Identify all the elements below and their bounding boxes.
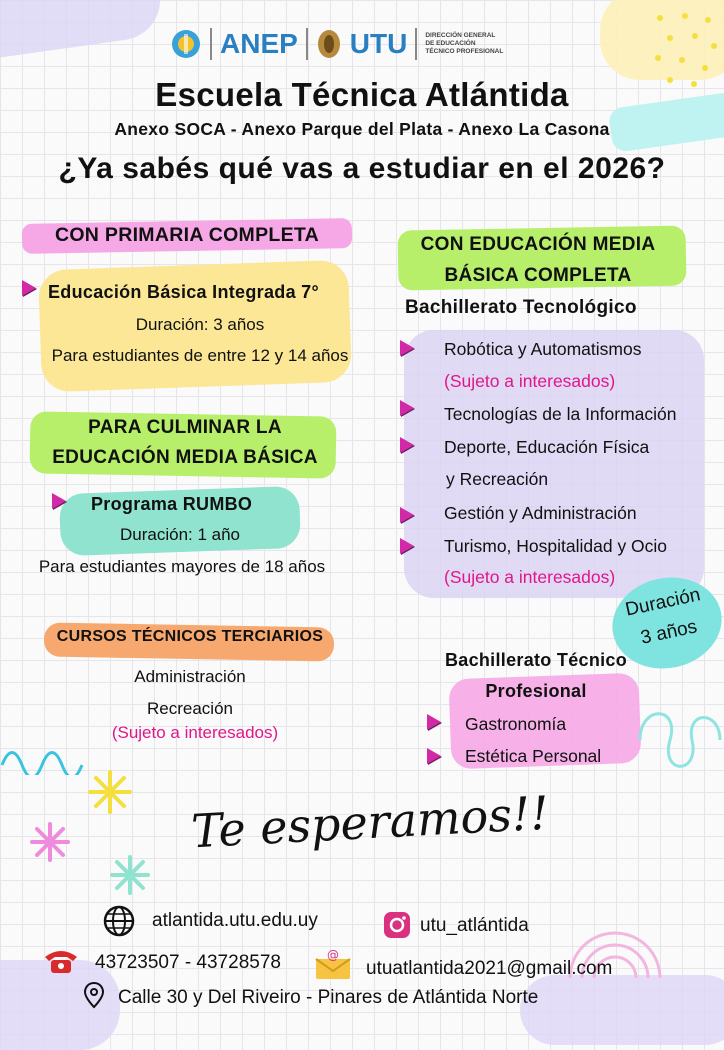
website-link[interactable]: atlantida.utu.edu.uy (152, 910, 318, 931)
culminar-heading-line2: EDUCACIÓN MEDIA BÁSICA (52, 447, 318, 468)
bachillerato-item: Tecnologías de la Información (444, 404, 677, 424)
uruguay-seal-icon (170, 28, 202, 60)
bachillerato-item: Gestión y Administración (444, 503, 637, 523)
ebi-arrow-icon (22, 280, 36, 296)
closing-message: Te esperamos!! (189, 785, 551, 859)
terciarios-item: Administración (134, 667, 246, 686)
ebi-audience: Para estudiantes de entre 12 y 14 años (51, 346, 349, 365)
bottom-right-lavender-blob (520, 975, 724, 1045)
profesional-item: Gastronomía (465, 714, 567, 734)
ebi-title: Educación Básica Integrada 7° (48, 282, 319, 302)
rumbo-audience: Para estudiantes mayores de 18 años (38, 557, 326, 576)
bachillerato-tecnico-profesional-line1: Bachillerato Técnico (444, 650, 628, 670)
teal-sparkle-icon (110, 855, 150, 895)
direccion-line: DE EDUCACIÓN (425, 40, 476, 47)
logo-divider (415, 28, 417, 60)
utu-emblem-icon (316, 28, 342, 60)
address: Calle 30 y Del Riveiro - Pinares de Atlántida Norte (118, 987, 539, 1008)
terciarios-note: (Sujeto a interesados) (111, 723, 279, 742)
yellow-sparkle-icon (88, 770, 132, 814)
item-arrow-icon (400, 507, 414, 523)
item-arrow-icon (400, 437, 414, 453)
terciarios-item: Recreación (147, 699, 233, 718)
bachillerato-item-note: (Sujeto a interesados) (444, 567, 616, 587)
bachillerato-item: Robótica y Automatismos (444, 339, 642, 359)
item-arrow-icon (400, 340, 414, 356)
header-logo-bar (170, 22, 540, 66)
instagram-icon (382, 910, 412, 940)
item-arrow-icon (400, 400, 414, 416)
bachillerato-item-note: (Sujeto a interesados) (444, 371, 616, 391)
question-heading: ¿Ya sabés qué vas a estudiar en el 2026? (58, 152, 666, 185)
rumbo-arrow-icon (52, 493, 66, 509)
utu-logo-text: UTU (349, 28, 408, 59)
logo-divider (306, 28, 308, 60)
top-left-lavender-blob (0, 0, 165, 65)
rumbo-duration: Duración: 1 año (119, 525, 241, 544)
pink-sparkle-icon (30, 822, 70, 862)
phone-numbers: 43723507 - 43728578 (95, 952, 281, 973)
direccion-general-text (425, 32, 503, 56)
item-arrow-icon (427, 748, 441, 764)
media-heading-line1: CON EDUCACIÓN MEDIA (420, 234, 656, 255)
instagram-handle[interactable]: utu_atlántida (420, 915, 529, 936)
cyan-squiggle-left (0, 735, 100, 775)
globe-icon (102, 904, 136, 938)
email-address[interactable]: utuatlantida2021@gmail.com (366, 958, 613, 979)
email-envelope-icon (313, 946, 353, 982)
item-arrow-icon (427, 714, 441, 730)
media-heading-line2: BÁSICA COMPLETA (444, 265, 632, 286)
page-title: Escuela Técnica Atlántida (155, 76, 569, 113)
item-arrow-icon (400, 538, 414, 554)
svg-text:@: @ (327, 948, 339, 962)
cyan-squiggle-right (630, 700, 724, 780)
primaria-heading: CON PRIMARIA COMPLETA (54, 224, 320, 246)
bachillerato-item: Deporte, Educación Física (444, 437, 650, 457)
culminar-heading-line1: PARA CULMINAR LA (88, 417, 282, 438)
rumbo-title: Programa RUMBO (91, 494, 253, 514)
bachillerato-item: Turismo, Hospitalidad y Ocio (444, 536, 668, 556)
bachillerato-item: y Recreación (446, 469, 549, 489)
direccion-line: DIRECCIÓN GENERAL (425, 32, 496, 39)
profesional-item: Estética Personal (465, 746, 602, 766)
bachillerato-tecnico-profesional-line2: Profesional (485, 681, 587, 701)
anep-logo-text: ANEP (220, 28, 298, 59)
bachillerato-tecnologico-heading: Bachillerato Tecnológico (405, 297, 637, 318)
telephone-icon (42, 946, 80, 976)
logo-divider (210, 28, 212, 60)
campus-subtitle: Anexo SOCA - Anexo Parque del Plata - Anexo La Casona (114, 119, 610, 139)
duracion-label-line1: Duración (623, 584, 703, 621)
direccion-line: TÉCNICO PROFESIONAL (425, 48, 504, 55)
duracion-label-line2: 3 años (638, 616, 699, 649)
ebi-duration: Duración: 3 años (135, 315, 265, 334)
location-pin-icon (82, 980, 106, 1010)
terciarios-heading: CURSOS TÉCNICOS TERCIARIOS (56, 628, 324, 645)
